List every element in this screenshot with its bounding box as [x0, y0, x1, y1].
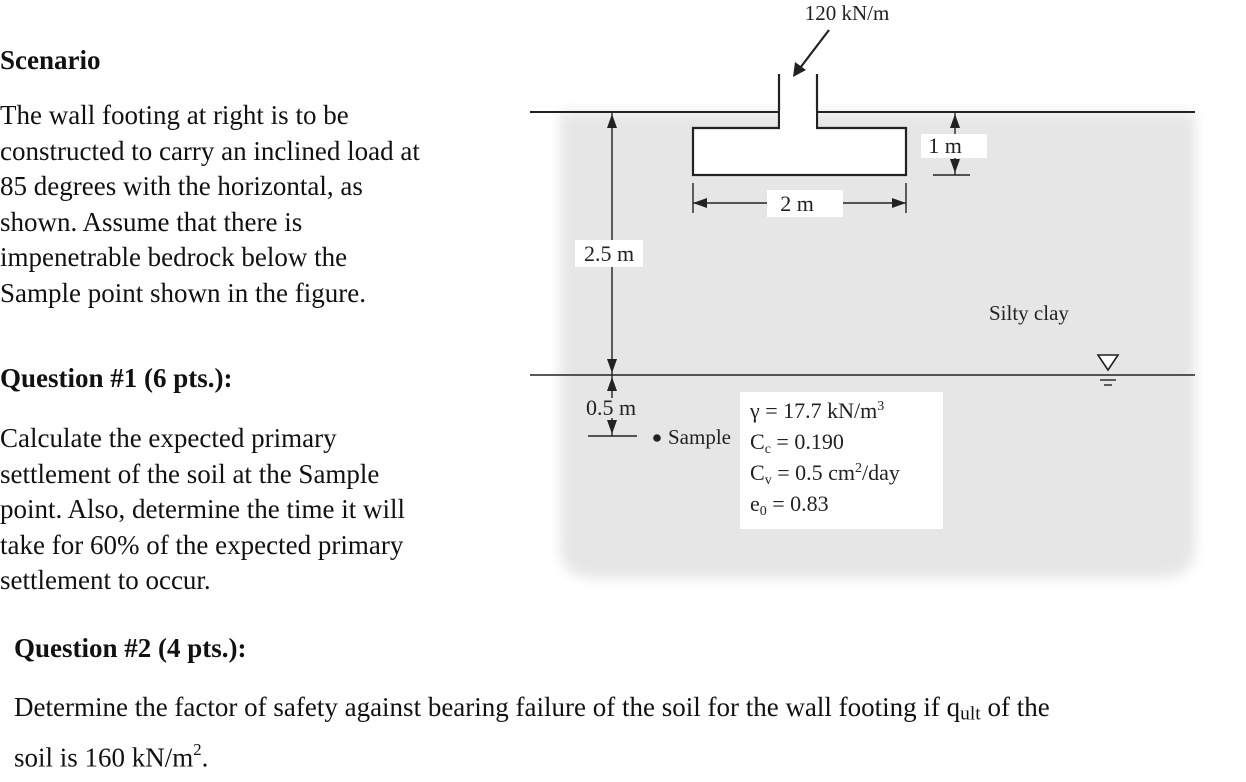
property-superscript: 3 — [877, 399, 885, 414]
property-value: = 0.190 — [770, 429, 844, 454]
scenario-line: Sample point shown in the figure. — [0, 277, 366, 308]
scenario-heading: Scenario — [0, 45, 101, 75]
question1-paragraph — [0, 421, 405, 599]
water-depth-label: 2.5 m — [583, 241, 635, 266]
sample-depth-label: 0.5 m — [585, 395, 637, 420]
question1-line: take for 60% of the expected primary — [0, 529, 404, 560]
question1-heading: Question #1 (6 pts.): — [0, 363, 233, 393]
scenario-line: 85 degrees with the horizontal, as — [0, 171, 363, 202]
scenario-line: shown. Assume that there is — [0, 206, 303, 237]
question1-line: Calculate the expected primary — [0, 423, 337, 453]
question2-text: . — [201, 742, 209, 773]
sample-point — [653, 434, 661, 442]
property-value: = 0.5 cm — [771, 460, 855, 485]
sample-label: Sample — [668, 425, 731, 449]
property-symbol: γ — [750, 398, 760, 423]
question1-line: settlement of the soil at the Sample — [0, 458, 380, 489]
property-value: = 0.83 — [766, 491, 829, 516]
question1-line: settlement to occur. — [0, 565, 211, 596]
soil-property-consolidation-coefficient — [750, 460, 900, 488]
footing-width-label: 2 m — [780, 191, 814, 216]
property-value: = 17.7 kN/m — [759, 398, 878, 423]
soil-property-unit-weight — [749, 398, 884, 423]
soil-label: Silty clay — [989, 301, 1069, 325]
question2-line-2 — [14, 732, 1234, 776]
property-subscript: v — [764, 473, 772, 488]
footing-diagram — [525, 0, 1205, 600]
question2-text: soil is 160 kN/m — [14, 742, 194, 773]
footing-depth-label: 1 m — [928, 133, 962, 158]
property-superscript: 2 — [854, 461, 862, 476]
property-symbol: e — [750, 491, 760, 516]
question2-text: of the — [980, 692, 1050, 722]
property-symbol: C — [750, 460, 765, 485]
scenario-line: impenetrable bedrock below the — [0, 242, 348, 273]
scenario-paragraph — [0, 98, 420, 312]
load-label: 120 kN/m — [804, 1, 890, 25]
question2-paragraph — [14, 690, 1234, 776]
question2-line-1 — [14, 690, 1234, 732]
question2-text: Determine the factor of safety against bearing failure of the soil for the wall footing if q — [14, 692, 961, 722]
property-subscript: 0 — [759, 504, 767, 519]
question2-heading: Question #2 (4 pts.): — [14, 633, 247, 663]
question1-line: point. Also, determine the time it will — [0, 494, 405, 525]
unit-superscript: 2 — [193, 740, 202, 760]
property-unit: /day — [861, 460, 900, 485]
scenario-line: constructed to carry an inclined load at — [0, 135, 420, 166]
load-arrow — [793, 30, 829, 77]
q-ult-subscript: ult — [960, 703, 981, 725]
soil-property-compression-index — [750, 429, 844, 457]
scenario-line: The wall footing at right is to be — [0, 100, 349, 130]
property-subscript: c — [764, 442, 771, 457]
stem-fill — [780, 110, 816, 129]
property-symbol: C — [750, 429, 765, 454]
